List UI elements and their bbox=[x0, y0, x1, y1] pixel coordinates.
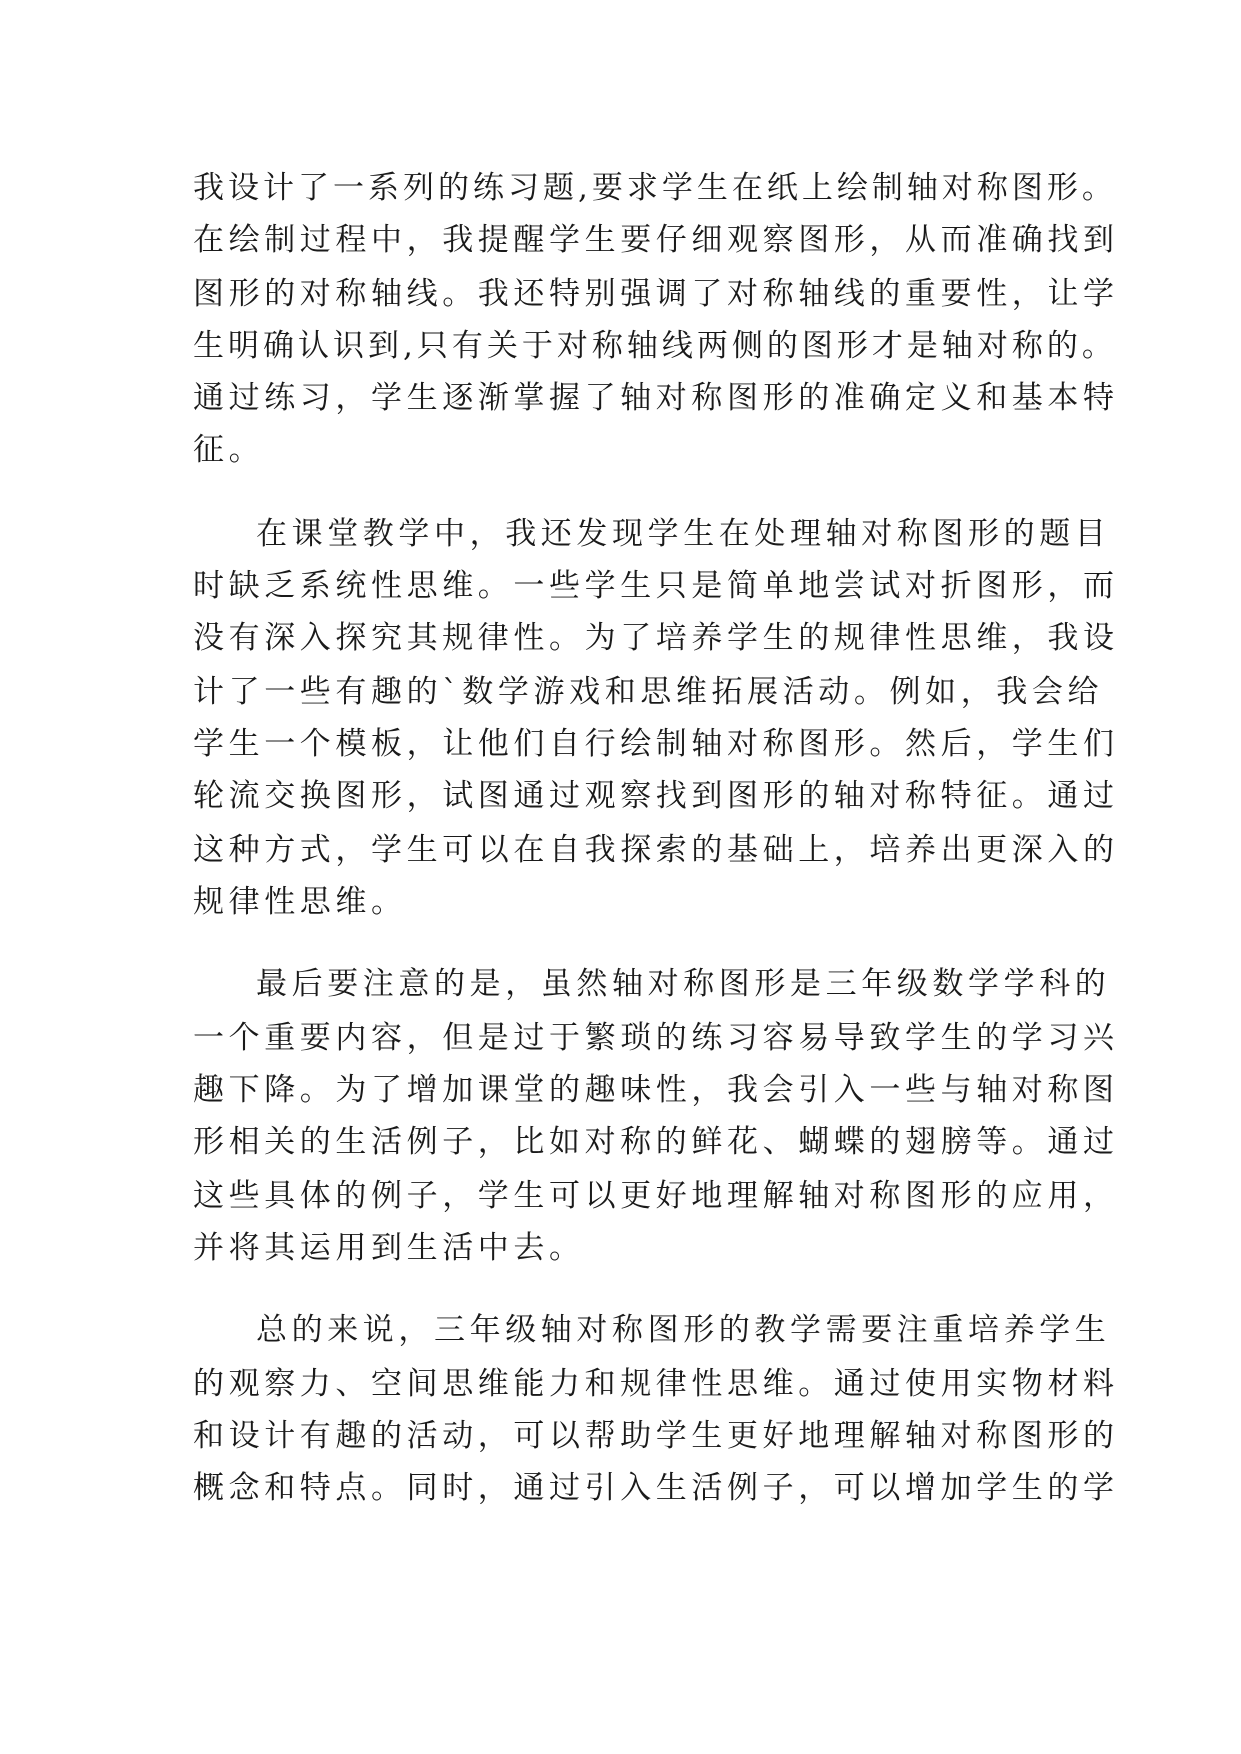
text-line: 生明确认识到,只有关于对称轴线两侧的图形才是轴对称的。 bbox=[193, 328, 1117, 364]
text-line: 轮流交换图形，试图通过观察找到图形的轴对称特征。通过 bbox=[193, 778, 1119, 814]
text-line: 在绘制过程中，我提醒学生要仔细观察图形，从而准确找到 bbox=[193, 222, 1119, 258]
text-line: 图形的对称轴线。我还特别强调了对称轴线的重要性，让学 bbox=[193, 276, 1119, 312]
text-line: 和设计有趣的活动，可以帮助学生更好地理解轴对称图形的 bbox=[193, 1418, 1119, 1454]
text-line: 在课堂教学中，我还发现学生在处理轴对称图形的题目 bbox=[256, 516, 1111, 552]
text-line: 计了一些有趣的`数学游戏和思维拓展活动。例如，我会给 bbox=[193, 674, 1104, 710]
text-line: 通过练习，学生逐渐掌握了轴对称图形的准确定义和基本特 bbox=[193, 380, 1119, 416]
text-line: 的观察力、空间思维能力和规律性思维。通过使用实物材料 bbox=[193, 1366, 1119, 1402]
text-line: 概念和特点。同时，通过引入生活例子，可以增加学生的学 bbox=[193, 1470, 1119, 1506]
text-line: 时缺乏系统性思维。一些学生只是简单地尝试对折图形，而 bbox=[193, 568, 1119, 604]
text-line: 这种方式，学生可以在自我探索的基础上，培养出更深入的 bbox=[193, 832, 1119, 868]
text-line: 征。 bbox=[193, 432, 265, 468]
text-line: 并将其运用到生活中去。 bbox=[193, 1230, 585, 1266]
text-line: 这些具体的例子，学生可以更好地理解轴对称图形的应用， bbox=[193, 1178, 1119, 1214]
text-line: 趣下降。为了增加课堂的趣味性，我会引入一些与轴对称图 bbox=[193, 1072, 1119, 1108]
text-line: 学生一个模板，让他们自行绘制轴对称图形。然后，学生们 bbox=[193, 726, 1119, 762]
text-line: 规律性思维。 bbox=[193, 884, 407, 920]
text-line: 总的来说，三年级轴对称图形的教学需要注重培养学生 bbox=[256, 1312, 1111, 1348]
text-line: 我设计了一系列的练习题,要求学生在纸上绘制轴对称图形。 bbox=[193, 170, 1117, 206]
text-line: 一个重要内容，但是过于繁琐的练习容易导致学生的学习兴 bbox=[193, 1020, 1119, 1056]
text-line: 形相关的生活例子，比如对称的鲜花、蝴蝶的翅膀等。通过 bbox=[193, 1124, 1119, 1160]
text-line: 没有深入探究其规律性。为了培养学生的规律性思维，我设 bbox=[193, 620, 1119, 656]
text-line: 最后要注意的是，虽然轴对称图形是三年级数学学科的 bbox=[256, 966, 1111, 1002]
